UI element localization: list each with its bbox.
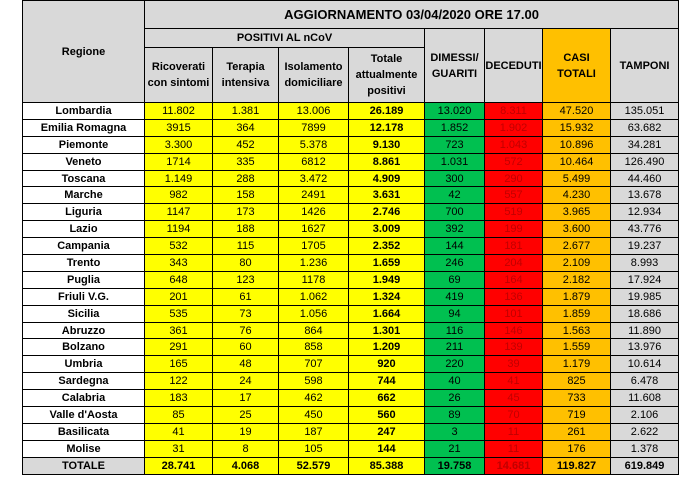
cell-ricoverati: 532 <box>145 238 213 255</box>
cell-dimessi: 89 <box>425 407 485 424</box>
cell-regione: Sicilia <box>23 305 145 322</box>
cell-totale-positivi: 247 <box>349 423 425 440</box>
cell-casi-totali: 5.499 <box>543 170 611 187</box>
cell-terapia: 19 <box>213 423 279 440</box>
table-row <box>23 305 679 322</box>
header-dimessi: DIMESSI/ GUARITI <box>425 29 485 103</box>
cell-regione: Emilia Romagna <box>23 119 145 136</box>
cell-regione: Lombardia <box>23 103 145 120</box>
cell-isolamento: 5.378 <box>279 136 349 153</box>
cell-dimessi: 116 <box>425 322 485 339</box>
cell-dimessi: 69 <box>425 271 485 288</box>
cell-totale-positivi: 8.861 <box>349 153 425 170</box>
header-positivi-group: POSITIVI AL nCoV <box>145 29 425 48</box>
cell-casi-totali: 2.109 <box>543 255 611 272</box>
header-tamponi: TAMPONI <box>611 29 679 103</box>
cell-regione: Abruzzo <box>23 322 145 339</box>
cell-isolamento: 707 <box>279 356 349 373</box>
cell-casi-totali: 1.179 <box>543 356 611 373</box>
cell-tamponi: 13.678 <box>611 187 679 204</box>
report-title: AGGIORNAMENTO 03/04/2020 ORE 17.00 <box>145 1 679 29</box>
table-row <box>23 119 679 136</box>
cell-tamponi: 43.776 <box>611 221 679 238</box>
cell-terapia: 188 <box>213 221 279 238</box>
cell-isolamento: 1.062 <box>279 288 349 305</box>
cell-regione: Umbria <box>23 356 145 373</box>
cell-deceduti: 557 <box>485 187 543 204</box>
cell-deceduti: 181 <box>485 238 543 255</box>
cell-isolamento: 598 <box>279 373 349 390</box>
cell-deceduti: 519 <box>485 204 543 221</box>
cell-casi-totali: 15.932 <box>543 119 611 136</box>
cell-tamponi: 6.478 <box>611 373 679 390</box>
cell-casi-totali: 3.600 <box>543 221 611 238</box>
cell-isolamento: 105 <box>279 440 349 457</box>
cell-totale-positivi: 744 <box>349 373 425 390</box>
cell-dimessi: 392 <box>425 221 485 238</box>
table-row <box>23 356 679 373</box>
total-terapia: 4.068 <box>213 457 279 474</box>
cell-totale-positivi: 1.664 <box>349 305 425 322</box>
cell-casi-totali: 2.677 <box>543 238 611 255</box>
cell-totale-positivi: 26.189 <box>349 103 425 120</box>
cell-totale-positivi: 1.949 <box>349 271 425 288</box>
cell-terapia: 80 <box>213 255 279 272</box>
table-row <box>23 255 679 272</box>
cell-isolamento: 864 <box>279 322 349 339</box>
cell-terapia: 17 <box>213 390 279 407</box>
cell-terapia: 288 <box>213 170 279 187</box>
cell-terapia: 8 <box>213 440 279 457</box>
total-isolamento: 52.579 <box>279 457 349 474</box>
cell-ricoverati: 648 <box>145 271 213 288</box>
table-row <box>23 271 679 288</box>
cell-dimessi: 211 <box>425 339 485 356</box>
cell-totale-positivi: 144 <box>349 440 425 457</box>
cell-totale-positivi: 1.324 <box>349 288 425 305</box>
table-row <box>23 238 679 255</box>
cell-totale-positivi: 3.631 <box>349 187 425 204</box>
cell-terapia: 364 <box>213 119 279 136</box>
cell-deceduti: 290 <box>485 170 543 187</box>
total-positivi: 85.388 <box>349 457 425 474</box>
table-row <box>23 322 679 339</box>
cell-regione: Friuli V.G. <box>23 288 145 305</box>
cell-ricoverati: 41 <box>145 423 213 440</box>
cell-tamponi: 11.890 <box>611 322 679 339</box>
cell-regione: Valle d'Aosta <box>23 407 145 424</box>
header-deceduti: DECEDUTI <box>485 29 543 103</box>
cell-ricoverati: 343 <box>145 255 213 272</box>
cell-isolamento: 3.472 <box>279 170 349 187</box>
cell-ricoverati: 1.149 <box>145 170 213 187</box>
cell-terapia: 115 <box>213 238 279 255</box>
cell-ricoverati: 3.300 <box>145 136 213 153</box>
total-dimessi: 19.758 <box>425 457 485 474</box>
cell-casi-totali: 10.464 <box>543 153 611 170</box>
cell-totale-positivi: 1.301 <box>349 322 425 339</box>
cell-terapia: 335 <box>213 153 279 170</box>
cell-tamponi: 8.993 <box>611 255 679 272</box>
cell-dimessi: 700 <box>425 204 485 221</box>
cell-tamponi: 10.614 <box>611 356 679 373</box>
total-ricoverati: 28.741 <box>145 457 213 474</box>
cell-casi-totali: 825 <box>543 373 611 390</box>
cell-regione: Basilicata <box>23 423 145 440</box>
cell-regione: Marche <box>23 187 145 204</box>
cell-regione: Bolzano <box>23 339 145 356</box>
table-row <box>23 170 679 187</box>
total-deceduti: 14.681 <box>485 457 543 474</box>
table-row <box>23 407 679 424</box>
cell-casi-totali: 10.896 <box>543 136 611 153</box>
cell-tamponi: 2.622 <box>611 423 679 440</box>
cell-terapia: 73 <box>213 305 279 322</box>
cell-terapia: 173 <box>213 204 279 221</box>
cell-regione: Toscana <box>23 170 145 187</box>
cell-deceduti: 139 <box>485 339 543 356</box>
table-row <box>23 423 679 440</box>
cell-tamponi: 2.106 <box>611 407 679 424</box>
cell-ricoverati: 201 <box>145 288 213 305</box>
cell-deceduti: 199 <box>485 221 543 238</box>
cell-totale-positivi: 2.352 <box>349 238 425 255</box>
cell-ricoverati: 1147 <box>145 204 213 221</box>
cell-deceduti: 204 <box>485 255 543 272</box>
cell-totale-positivi: 1.209 <box>349 339 425 356</box>
cell-isolamento: 450 <box>279 407 349 424</box>
header-terapia: Terapia intensiva <box>213 48 279 103</box>
cell-isolamento: 13.006 <box>279 103 349 120</box>
table-row <box>23 187 679 204</box>
header-casi-totali: CASI TOTALI <box>543 29 611 103</box>
cell-casi-totali: 2.182 <box>543 271 611 288</box>
cell-isolamento: 1.056 <box>279 305 349 322</box>
cell-regione: Piemonte <box>23 136 145 153</box>
cell-ricoverati: 361 <box>145 322 213 339</box>
totals-label: TOTALE <box>23 457 145 474</box>
cell-deceduti: 572 <box>485 153 543 170</box>
cell-terapia: 123 <box>213 271 279 288</box>
cell-terapia: 452 <box>213 136 279 153</box>
cell-deceduti: 8.311 <box>485 103 543 120</box>
header-totale-positivi: Totale attualmente positivi <box>349 48 425 103</box>
cell-casi-totali: 1.879 <box>543 288 611 305</box>
total-tamponi: 619.849 <box>611 457 679 474</box>
cell-tamponi: 18.686 <box>611 305 679 322</box>
cell-regione: Molise <box>23 440 145 457</box>
cell-ricoverati: 85 <box>145 407 213 424</box>
cell-regione: Liguria <box>23 204 145 221</box>
cell-tamponi: 11.608 <box>611 390 679 407</box>
cell-totale-positivi: 12.178 <box>349 119 425 136</box>
table-row <box>23 136 679 153</box>
cell-tamponi: 12.934 <box>611 204 679 221</box>
cell-dimessi: 3 <box>425 423 485 440</box>
cell-regione: Lazio <box>23 221 145 238</box>
cell-ricoverati: 3915 <box>145 119 213 136</box>
cell-regione: Trento <box>23 255 145 272</box>
cell-regione: Sardegna <box>23 373 145 390</box>
cell-totale-positivi: 560 <box>349 407 425 424</box>
cell-ricoverati: 11.802 <box>145 103 213 120</box>
cell-dimessi: 94 <box>425 305 485 322</box>
cell-tamponi: 135.051 <box>611 103 679 120</box>
table-row <box>23 204 679 221</box>
cell-tamponi: 19.237 <box>611 238 679 255</box>
cell-ricoverati: 982 <box>145 187 213 204</box>
header-isolamento: Isolamento domiciliare <box>279 48 349 103</box>
cell-terapia: 48 <box>213 356 279 373</box>
cell-dimessi: 40 <box>425 373 485 390</box>
cell-casi-totali: 1.859 <box>543 305 611 322</box>
cell-casi-totali: 3.965 <box>543 204 611 221</box>
cell-dimessi: 419 <box>425 288 485 305</box>
cell-deceduti: 11 <box>485 440 543 457</box>
cell-regione: Calabria <box>23 390 145 407</box>
cell-dimessi: 21 <box>425 440 485 457</box>
cell-casi-totali: 1.559 <box>543 339 611 356</box>
cell-dimessi: 246 <box>425 255 485 272</box>
table-row <box>23 339 679 356</box>
cell-isolamento: 6812 <box>279 153 349 170</box>
cell-casi-totali: 733 <box>543 390 611 407</box>
cell-terapia: 61 <box>213 288 279 305</box>
regional-data-table <box>22 0 679 475</box>
table-body <box>23 103 679 458</box>
cell-dimessi: 26 <box>425 390 485 407</box>
cell-isolamento: 858 <box>279 339 349 356</box>
table-row <box>23 288 679 305</box>
table-row <box>23 153 679 170</box>
cell-deceduti: 136 <box>485 288 543 305</box>
cell-dimessi: 220 <box>425 356 485 373</box>
cell-terapia: 158 <box>213 187 279 204</box>
table-row <box>23 390 679 407</box>
cell-deceduti: 146 <box>485 322 543 339</box>
cell-deceduti: 1.902 <box>485 119 543 136</box>
cell-totale-positivi: 2.746 <box>349 204 425 221</box>
cell-tamponi: 17.924 <box>611 271 679 288</box>
cell-totale-positivi: 920 <box>349 356 425 373</box>
cell-dimessi: 13.020 <box>425 103 485 120</box>
totals-row <box>23 457 679 474</box>
cell-dimessi: 723 <box>425 136 485 153</box>
cell-deceduti: 45 <box>485 390 543 407</box>
header-ricoverati: Ricoverati con sintomi <box>145 48 213 103</box>
cell-dimessi: 1.031 <box>425 153 485 170</box>
cell-tamponi: 19.985 <box>611 288 679 305</box>
cell-tamponi: 13.976 <box>611 339 679 356</box>
cell-dimessi: 1.852 <box>425 119 485 136</box>
cell-casi-totali: 261 <box>543 423 611 440</box>
table-row <box>23 373 679 390</box>
cell-terapia: 1.381 <box>213 103 279 120</box>
cell-tamponi: 34.281 <box>611 136 679 153</box>
cell-deceduti: 101 <box>485 305 543 322</box>
cell-ricoverati: 183 <box>145 390 213 407</box>
cell-isolamento: 462 <box>279 390 349 407</box>
cell-isolamento: 187 <box>279 423 349 440</box>
cell-deceduti: 1.043 <box>485 136 543 153</box>
cell-terapia: 60 <box>213 339 279 356</box>
cell-terapia: 24 <box>213 373 279 390</box>
cell-regione: Campania <box>23 238 145 255</box>
cell-terapia: 25 <box>213 407 279 424</box>
cell-isolamento: 1627 <box>279 221 349 238</box>
cell-casi-totali: 719 <box>543 407 611 424</box>
cell-totale-positivi: 4.909 <box>349 170 425 187</box>
table-row <box>23 103 679 120</box>
cell-tamponi: 44.460 <box>611 170 679 187</box>
cell-isolamento: 1.236 <box>279 255 349 272</box>
header-regione: Regione <box>23 1 145 103</box>
cell-deceduti: 70 <box>485 407 543 424</box>
cell-tamponi: 126.490 <box>611 153 679 170</box>
cell-ricoverati: 122 <box>145 373 213 390</box>
cell-dimessi: 144 <box>425 238 485 255</box>
cell-casi-totali: 4.230 <box>543 187 611 204</box>
cell-deceduti: 164 <box>485 271 543 288</box>
cell-ricoverati: 1714 <box>145 153 213 170</box>
cell-dimessi: 300 <box>425 170 485 187</box>
cell-ricoverati: 535 <box>145 305 213 322</box>
cell-deceduti: 11 <box>485 423 543 440</box>
cell-isolamento: 1426 <box>279 204 349 221</box>
cell-isolamento: 2491 <box>279 187 349 204</box>
cell-totale-positivi: 3.009 <box>349 221 425 238</box>
table-row <box>23 440 679 457</box>
cell-ricoverati: 291 <box>145 339 213 356</box>
cell-tamponi: 1.378 <box>611 440 679 457</box>
cell-ricoverati: 165 <box>145 356 213 373</box>
cell-totale-positivi: 662 <box>349 390 425 407</box>
cell-ricoverati: 31 <box>145 440 213 457</box>
cell-casi-totali: 1.563 <box>543 322 611 339</box>
cell-isolamento: 7899 <box>279 119 349 136</box>
cell-ricoverati: 1194 <box>145 221 213 238</box>
cell-terapia: 76 <box>213 322 279 339</box>
cell-tamponi: 63.682 <box>611 119 679 136</box>
cell-dimessi: 42 <box>425 187 485 204</box>
cell-totale-positivi: 9.130 <box>349 136 425 153</box>
table-row <box>23 221 679 238</box>
cell-deceduti: 39 <box>485 356 543 373</box>
cell-totale-positivi: 1.659 <box>349 255 425 272</box>
total-casi: 119.827 <box>543 457 611 474</box>
cell-regione: Veneto <box>23 153 145 170</box>
covid-report-sheet <box>22 0 678 475</box>
cell-casi-totali: 47.520 <box>543 103 611 120</box>
cell-regione: Puglia <box>23 271 145 288</box>
cell-casi-totali: 176 <box>543 440 611 457</box>
cell-isolamento: 1178 <box>279 271 349 288</box>
cell-deceduti: 41 <box>485 373 543 390</box>
cell-isolamento: 1705 <box>279 238 349 255</box>
